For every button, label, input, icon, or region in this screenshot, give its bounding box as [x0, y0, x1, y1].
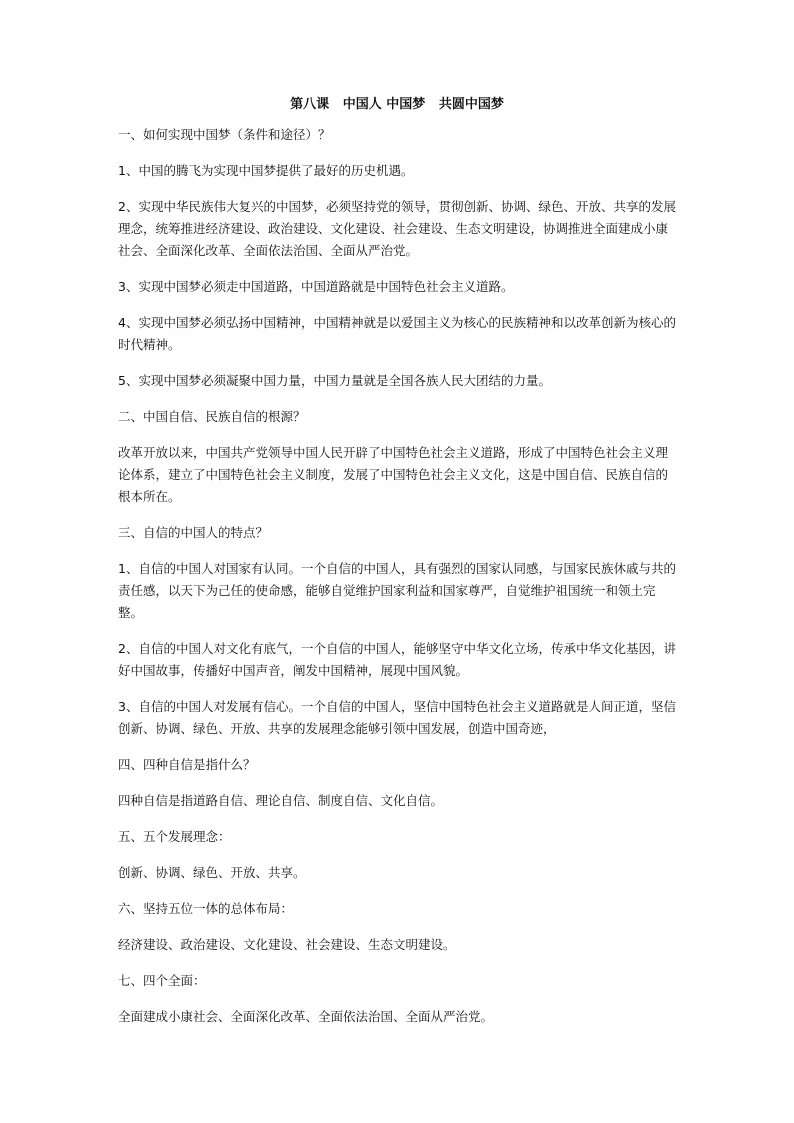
paragraph: 5、实现中国梦必须凝聚中国力量，中国力量就是全国各族人民大团结的力量。 — [118, 373, 551, 388]
paragraph: 2、实现中华民族伟大复兴的中国梦，必须坚持党的领导，贯彻创新、协调、绿色、开放、共享的发展理念，统筹推进经济建设、政治建设、文化建设、社会建设、生态文明建设，协调推进全面建成小康社会、全面深化改革、全面依法治国、全面从严治党。 — [118, 199, 676, 258]
paragraph: 创新、协调、绿色、开放、共享。 — [118, 865, 306, 880]
paragraph: 四种自信是指道路自信、理论自信、制度自信、文化自信。 — [118, 793, 444, 808]
section-heading-7: 七、四个全面： — [118, 973, 206, 988]
paragraph: 4、实现中国梦必须弘扬中国精神，中国精神就是以爱国主义为核心的民族精神和以改革创新为核心的时代精神。 — [118, 315, 676, 352]
paragraph: 1、自信的中国人对国家有认同。一个自信的中国人，具有强烈的国家认同感，与国家民族休戚与共的责任感，以天下为己任的使命感，能够自觉维护国家利益和国家尊严，自觉维护祖国统一和领土完整。 — [118, 561, 676, 620]
paragraph: 全面建成小康社会、全面深化改革、全面依法治国、全面从严治党。 — [118, 1009, 494, 1024]
section-heading-5: 五、五个发展理念： — [118, 829, 231, 844]
paragraph: 2、自信的中国人对文化有底气，一个自信的中国人，能够坚守中华文化立场，传承中华文化基因，讲好中国故事，传播好中国声音，阐发中国精神，展现中国风貌。 — [118, 641, 676, 678]
paragraph: 改革开放以来，中国共产党领导中国人民开辟了中国特色社会主义道路，形成了中国特色社会主义理论体系，建立了中国特色社会主义制度，发展了中国特色社会主义文化，这是中国自信、民族自信的根本所在。 — [118, 445, 669, 504]
paragraph: 1、中国的腾飞为实现中国梦提供了最好的历史机遇。 — [118, 163, 414, 178]
section-heading-4: 四、四种自信是指什么？ — [118, 757, 256, 772]
section-heading-3: 三、自信的中国人的特点？ — [118, 525, 269, 540]
section-heading-1: 一、如何实现中国梦（条件和途径）？ — [118, 127, 331, 142]
section-heading-2: 二、中国自信、民族自信的根源？ — [118, 409, 306, 424]
paragraph: 经济建设、政治建设、文化建设、社会建设、生态文明建设。 — [118, 937, 456, 952]
paragraph: 3、自信的中国人对发展有信心。一个自信的中国人，坚信中国特色社会主义道路就是人间正道，坚信创新、协调、绿色、开放、共享的发展理念能够引领中国发展，创造中国奇迹， — [118, 699, 676, 736]
document-title: 第八课 中国人 中国梦 共圆中国梦 — [290, 97, 504, 112]
section-heading-6: 六、坚持五位一体的总体布局： — [118, 901, 294, 916]
paragraph: 3、实现中国梦必须走中国道路，中国道路就是中国特色社会主义道路。 — [118, 279, 514, 294]
